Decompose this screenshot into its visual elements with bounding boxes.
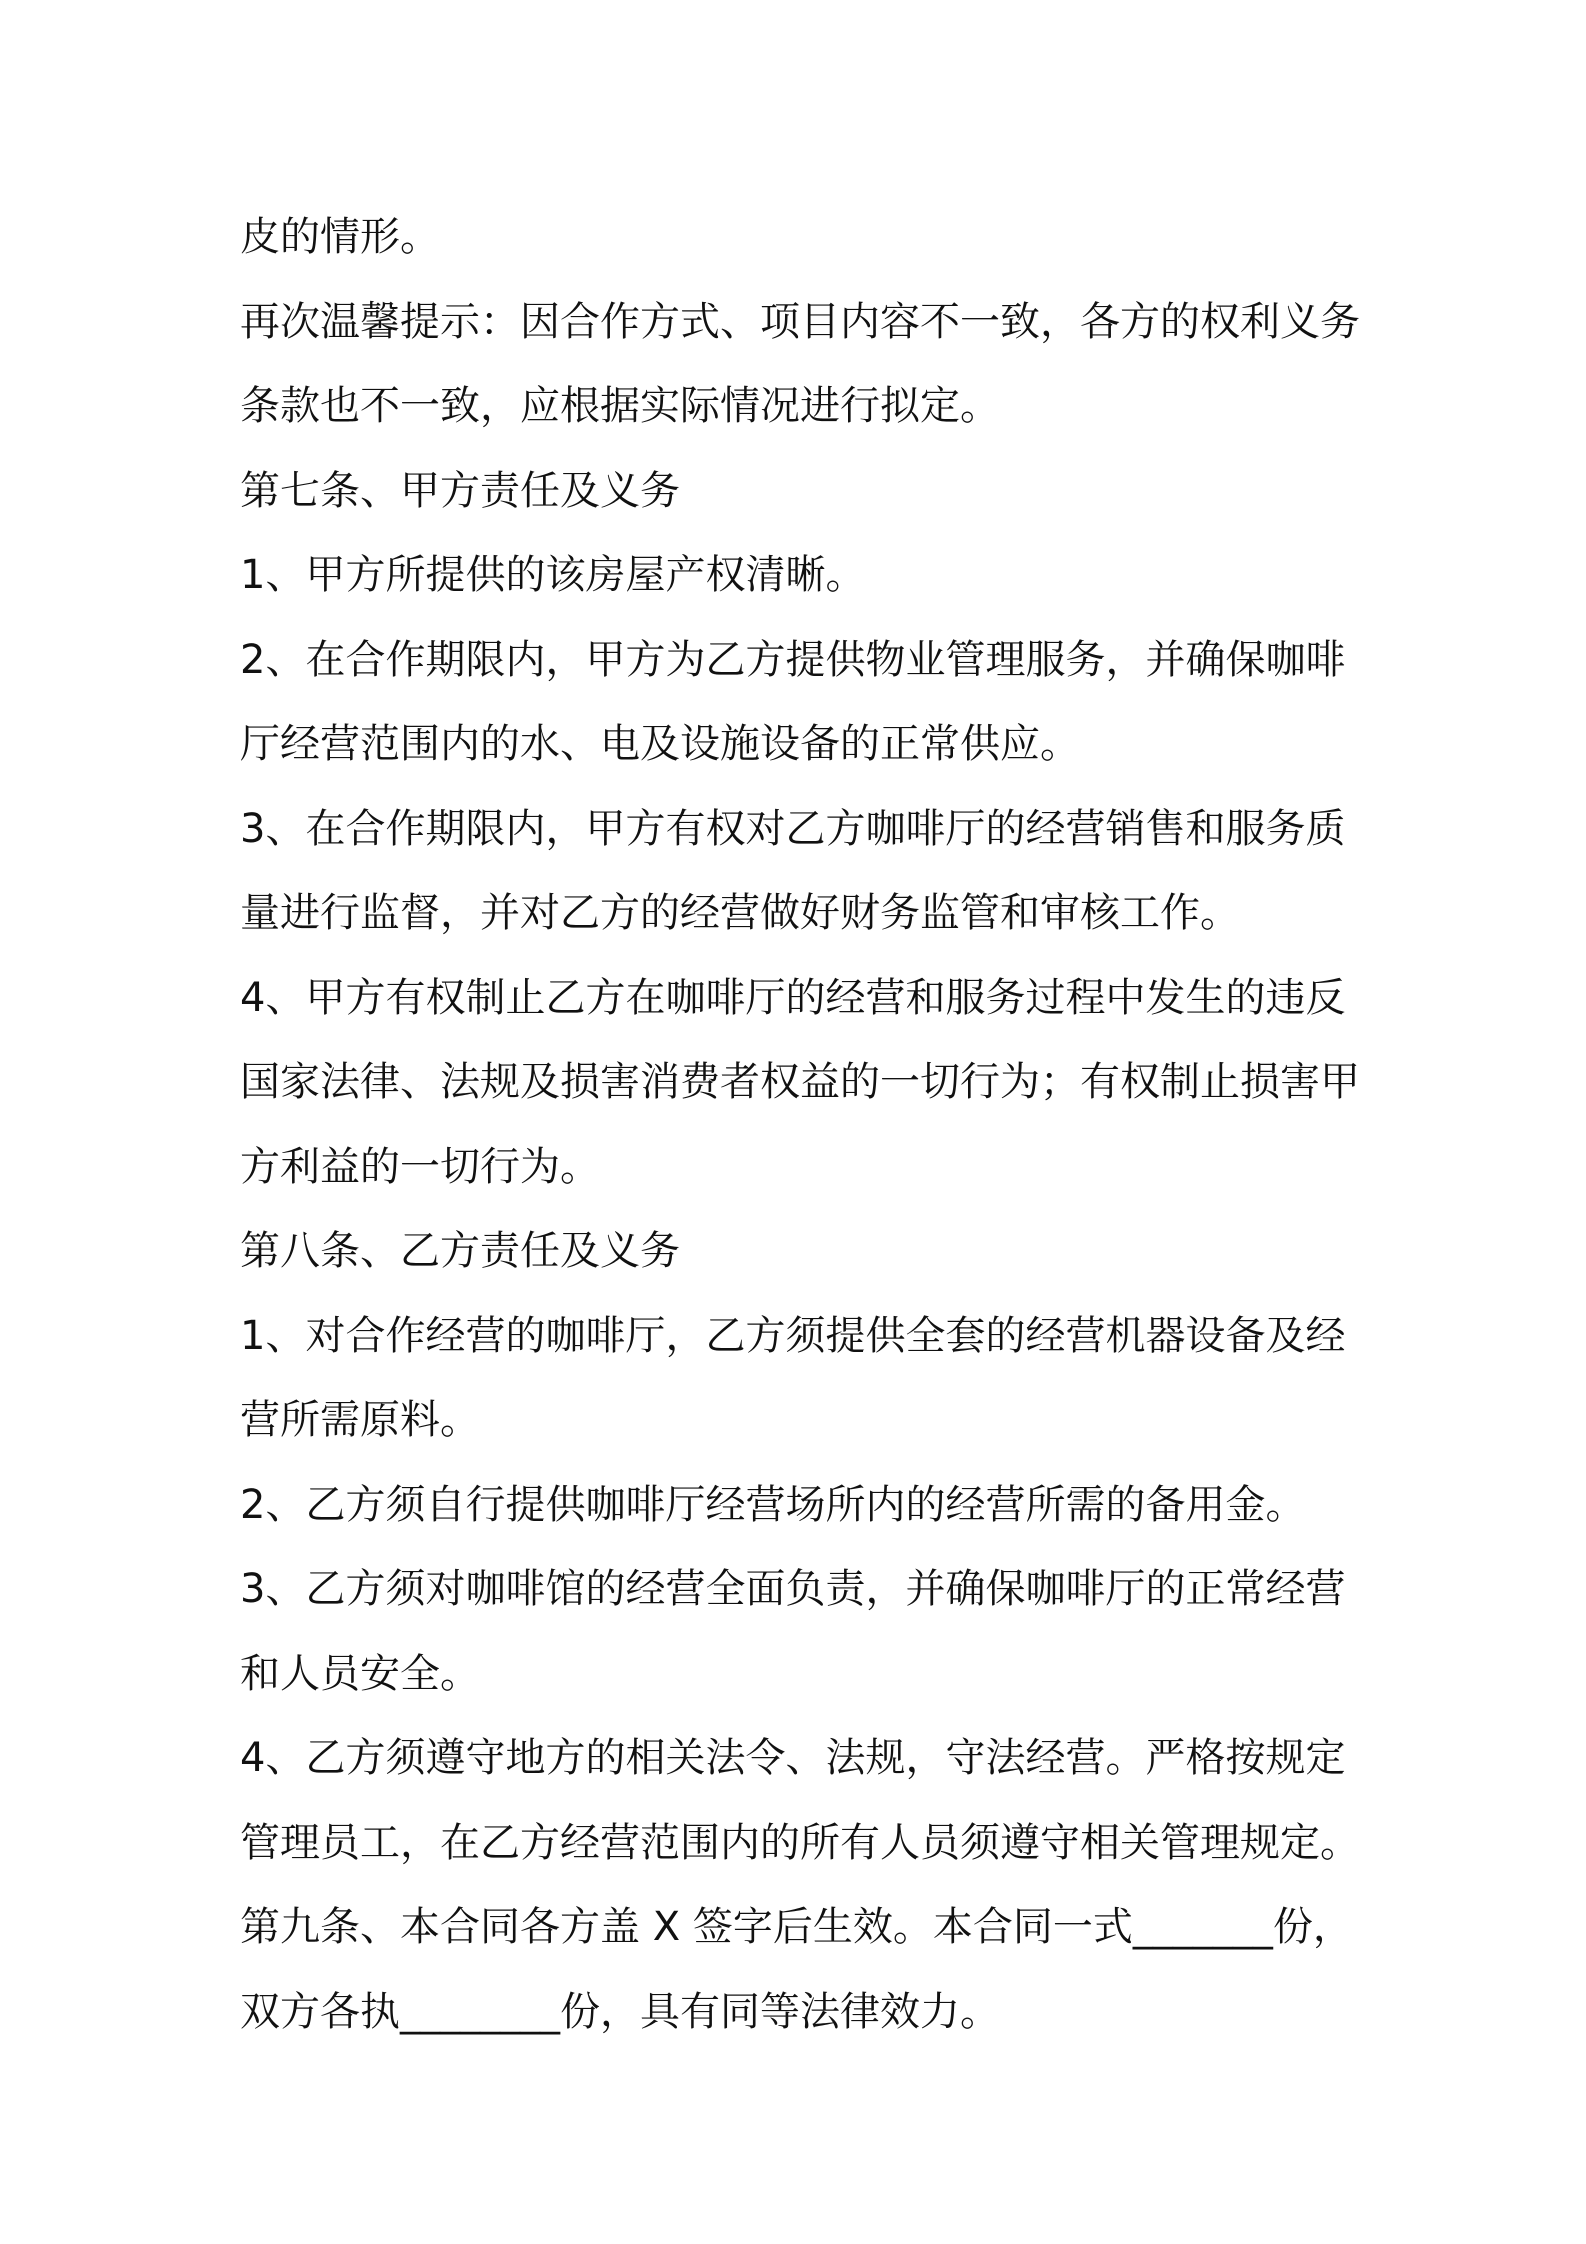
article-7-heading: 第七条、甲方责任及义务 xyxy=(240,467,680,514)
text-line-22: 双方各执________份，具有同等法律效力。 xyxy=(240,1988,1000,2035)
text-line-6: 2、在合作期限内，甲方为乙方提供物业管理服务，并确保咖啡 xyxy=(240,636,1346,683)
text-line-20: 管理员工，在乙方经营范围内的所有人员须遵守相关管理规定。 xyxy=(240,1819,1360,1866)
text-line-16: 2、乙方须自行提供咖啡厅经营场所内的经营所需的备用金。 xyxy=(240,1481,1306,1528)
text-line-1: 皮的情形。 xyxy=(240,214,440,260)
text-line-3: 条款也不一致，应根据实际情况进行拟定。 xyxy=(240,383,1000,429)
text-line-17: 3、乙方须对咖啡馆的经营全面负责，并确保咖啡厅的正常经营 xyxy=(240,1566,1346,1612)
article-9-text: 第九条、本合同各方盖 X 签字后生效。本合同一式_______份， xyxy=(240,1904,1353,1950)
text-line-2: 再次温馨提示：因合作方式、项目内容不一致，各方的权利义务 xyxy=(240,298,1360,345)
document-page xyxy=(240,195,1360,2054)
text-line-8: 3、在合作期限内，甲方有权对乙方咖啡厅的经营销售和服务质 xyxy=(240,805,1346,852)
text-line-7: 厅经营范围内的水、电及设施设备的正常供应。 xyxy=(240,721,1080,767)
text-line-19: 4、乙方须遵守地方的相关法令、法规，守法经营。严格按规定 xyxy=(240,1735,1346,1781)
text-line-18: 和人员安全。 xyxy=(240,1650,480,1697)
text-line-11: 国家法律、法规及损害消费者权益的一切行为；有权制止损害甲 xyxy=(240,1059,1360,1105)
text-line-15: 营所需原料。 xyxy=(240,1397,480,1443)
text-line-5: 1、甲方所提供的该房屋产权清晰。 xyxy=(240,552,866,598)
text-line-9: 量进行监督，并对乙方的经营做好财务监管和审核工作。 xyxy=(240,890,1240,936)
text-line-12: 方利益的一切行为。 xyxy=(240,1143,600,1190)
article-8-heading: 第八条、乙方责任及义务 xyxy=(240,1228,680,1274)
text-line-14: 1、对合作经营的咖啡厅，乙方须提供全套的经营机器设备及经 xyxy=(240,1312,1346,1359)
text-line-10: 4、甲方有权制止乙方在咖啡厅的经营和服务过程中发生的违反 xyxy=(240,974,1346,1021)
